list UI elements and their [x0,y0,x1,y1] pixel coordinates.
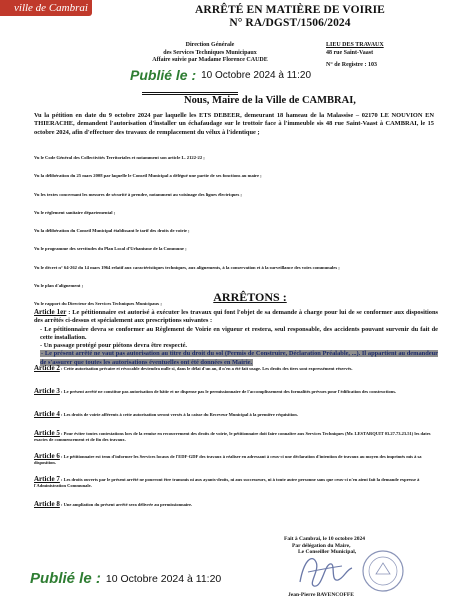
article-label: Article 7 [34,475,60,483]
article-text: : Le pétitionnaire est tenu d'informer les Services locaux de l'EDF-GDF des travaux à réaliser en adressant à ceux-ci une déclaration d'intention de travaux au moyen des imprimés mis à sa disposition. [34,454,422,465]
publication-label: Publié le : [30,570,101,587]
article-7 [34,477,438,489]
signature-delegation: Par délégation du Maire, [292,542,351,549]
article-1-bullet: - Le pétitionnaire devra se conformer au Règlement de Voirie en vigueur et restera, seul responsable, des accidents pouvant survenir du fait de cette installation. [40,325,438,341]
article-2 [34,366,438,372]
title-line-2: N° RA/DGST/1506/2024 [229,17,351,29]
mayor-statement: Nous, Maire de la Ville de CAMBRAI, [184,95,356,106]
publication-stamp-bottom [30,570,221,587]
registre-number: N° de Registre : 103 [326,62,377,68]
vu-item: Vu le règlement sanitaire départemental ; [34,209,116,215]
signatory-name: Jean-Pierre BAVENCOFFE [288,592,354,598]
title-line-1: ARRÊTÉ EN MATIÈRE DE VOIRIE [195,4,385,16]
signature-role: Le Conseiller Municipal, [298,549,357,555]
vu-item: Vu le plan d'alignement ; [34,283,84,289]
article-3 [34,389,438,395]
publication-date: 10 Octobre 2024 à 11:20 [105,572,222,585]
article-label: Article 6 [34,452,60,460]
publication-date: 10 Octobre 2024 à 11:20 [201,69,312,81]
article-text: : Cette autorisation précaire et révocable deviendra nulle si, dans le délai d'un an, il n'en a été fait usage. Les droits des tiers sont expressément réservés. [59,366,353,371]
vu-item: Vu les textes concernant les mesures de sécurité à prendre, notamment au voisinage des lignes électriques ; [34,191,242,197]
service-line-2: des Services Techniques Municipaux [163,49,257,56]
vu-item: Vu le rapport du Directeur des Services Techniques Municipaux ; [34,301,162,307]
article-text: : Une ampliation du présent arrêté sera délivrée au permissionnaire. [59,502,193,507]
works-location-label: LIEU DES TRAVAUX [326,42,384,48]
article-label: Article 8 [34,500,60,508]
article-text: : Pour éviter toutes contestations lors de la remise en recouvrement des droits de voirie, le pétitionnaire doit faire connaître aux Services Techniques (Mr. LESTARQUIT 03.27.73.23.51) les dates exactes de commencement et de fin des travaux. [34,431,431,442]
document-title [150,4,430,30]
vu-item: Vu le Code Général des Collectivités Territoriales et notamment son article L. 2122-22 ; [34,155,205,160]
vu-item: Vu le décret n° 64-262 du 14 mars 1964 relatif aux caractéristiques techniques, aux alignements, à la conservation et à la surveillance des voies communales ; [34,264,340,270]
service-line-1: Direction Générale [185,42,235,48]
article-label: Article 5 [34,429,60,437]
article-8 [34,502,274,508]
service-line-3: Affaire suivie par Madame Florence CAUDE [152,57,268,63]
article-label: Article 3 [34,387,60,395]
vu-item: Vu le programme des servitudes du Plan Local d'Urbanisme de la Commune ; [34,246,187,252]
signature-place-date: Fait à Cambrai, le 10 octobre 2024 [284,536,366,542]
article-6 [34,454,438,466]
vu-item: Vu la délibération du 25 mars 2008 par laquelle le Conseil Municipal a délégué une partie de ses fonctions au maire ; [34,173,262,179]
works-location [326,42,446,70]
article-1-bullet: - Un passage protégé pour piétons devra être respecté. [40,342,188,350]
handwritten-signature [294,548,356,594]
article-1-highlight: - Le présent arrêté ne vaut pas autorisation au titre du droit du sol (Permis de Construire, Déclaration Préalable, ...). Il appartient au demandeur de s'assurer que toutes les autorisations éventuelles ont été données en Mairie. [40,350,438,366]
publication-label: Publié le : [130,67,197,83]
service-info [110,42,310,65]
article-label: Article 1er [34,308,67,316]
article-4 [34,412,438,418]
article-text: : Le pétitionnaire est autorisé à exécuter les travaux qui font l'objet de sa demande à charge pour lui de se conformer aux dispositions des arrêtés ci-dessus et spécialement aux prescriptions suivantes : [34,309,439,325]
city-logo: ville de Cambrai [0,0,92,16]
works-location-address: 48 rue Saint-Vaast [326,49,374,56]
arretons-heading: ARRÊTONS : [213,290,287,304]
vu-item: Vu la délibération du Conseil Municipal établissant le tarif des droits de voirie ; [34,228,190,234]
article-text: : Les droits ouverts par le présent arrêté ne pourront être transmis ni aux ayants-droits, ni aux successeurs, ni à toute autre personne sans que ceux-ci n'en aient fait la demande expresse à l'Administration Communale. [34,477,420,488]
article-5 [34,431,438,443]
article-text: : Le présent arrêté ne constitue pas autorisation de bâtir et ne dispense pas le permissionnaire de l'accomplissement des formalités prévues pour l'édification des constructions. [59,389,397,394]
official-stamp [360,548,406,594]
publication-stamp-top [130,67,311,83]
article-label: Article 4 [34,410,60,418]
article-text: : Les droits de voirie afférents à cette autorisation seront versés à la caisse du Receveur Municipal à la première réquisition. [59,412,298,417]
article-label: Article 2 [34,364,60,372]
article-1 [34,308,438,367]
petition-paragraph: Vu la pétition en date du 9 octobre 2024 par laquelle les ETS DEBEER, demeurant 18 hameau de la Malassise – 02170 LE NOUVION EN THIERACHE, demandent l'autorisation d'installer un échafaudage sur le trottoir face à l'immeuble sis 48 rue Saint-Vaast à CAMBRAI, le 15 octobre 2024, afin d'effectuer des travaux de remplacement du vélux à l'identique ; [34,112,434,136]
